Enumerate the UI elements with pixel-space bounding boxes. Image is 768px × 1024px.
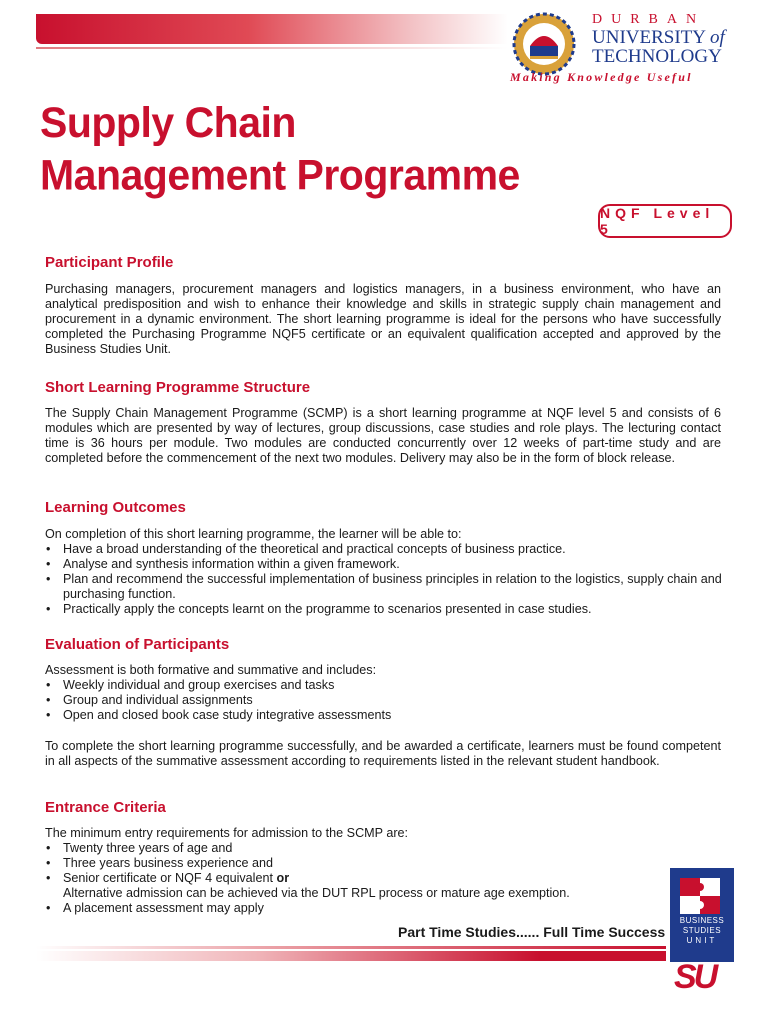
list-item: • Three years business experience and [45,856,725,871]
structure-heading: Short Learning Programme Structure [45,379,311,396]
structure-text: The Supply Chain Management Programme (SCMP) is a short learning programme at NQF level 5 and consists of 6 modules which are presented by way of lectures, group discussions, case studies and role plays. The lecturing contact time is 36 hours per module. Two modules are conducted concurrently over 12 weeks of part-time study and are completed before the commencement of the next two modules. Delivery may also be in the form of block release. [45,406,721,465]
entrance-criteria-intro: The minimum entry requirements for admission to the SCMP are: [45,826,409,840]
list-item: • Group and individual assignments [45,693,725,708]
bsu-line-2: STUDIES [682,926,722,935]
business-studies-unit-logo [670,868,734,996]
evaluation-intro: Assessment is both formative and summative and includes: [45,663,377,677]
puzzle-icon [680,878,720,914]
list-item: • Weekly individual and group exercises and tasks [45,678,725,693]
footer-slogan: Part Time Studies...... Full Time Success [398,924,666,940]
top-divider [36,47,508,49]
list-item-text: Senior certificate or NQF 4 equivalent [63,871,273,885]
entrance-criteria-heading: Entrance Criteria [45,799,166,816]
participant-profile-heading: Participant Profile [45,254,174,271]
evaluation-heading: Evaluation of Participants [45,636,230,653]
university-wordmark [592,28,725,66]
list-item-continuation: Alternative admission can be achieved via the DUT RPL process or mature age exemption. [63,886,570,900]
evaluation-closing: To complete the short learning programme successfully, and be awarded a certificate, learners must be found competent in all aspects of the summative assessment according to requirements listed in the relevant student handbook. [45,739,721,768]
list-item: • Open and closed book case study integrative assessments [45,708,725,723]
list-item [45,871,725,886]
list-item: • Plan and recommend the successful implementation of business principles in relation to the logistics, supply chain and purchasing function. [45,572,725,602]
title-line-1: Supply Chain [40,98,296,147]
learning-outcomes-intro: On completion of this short learning programme, the learner will be able to: [45,527,462,541]
participant-profile-text: Purchasing managers, procurement managers and logistics managers, in a business environment, who have an analytical predisposition and wish to enhance their knowledge and skills in strategic supply chain management and procurement in a dynamic environment. The short learning programme is ideal for the persons who have successfully completed the Purchasing Programme NQF5 certificate or an equivalent qualification accepted and approved by the Business Studies Unit. [45,282,721,356]
top-red-band [36,14,508,44]
durban-wordmark: DURBAN [592,12,706,27]
su-mark-text: SU [674,958,716,996]
list-item: • Practically apply the concepts learnt on the programme to scenarios presented in case studies. [45,602,725,617]
or-word: or [276,871,290,885]
nqf-level-badge: NQF Level 5 [598,204,732,238]
entrance-criteria-list [45,841,725,916]
university-emblem-icon [512,12,576,76]
bsu-line-3: UNIT [686,936,718,945]
list-item: • Have a broad understanding of the theoretical and practical concepts of business practice. [45,542,725,557]
of-word: of [710,27,725,48]
list-item: • A placement assessment may apply [45,901,725,916]
bottom-red-band [36,951,666,961]
bsu-line-1: BUSINESS [679,916,725,925]
learning-outcomes-heading: Learning Outcomes [45,499,186,516]
technology-word: TECHNOLOGY [592,46,722,67]
university-word: UNIVERSITY [592,27,706,48]
learning-outcomes-list [45,542,725,617]
page-title [40,96,520,201]
bottom-divider [36,946,666,949]
bsu-text [670,916,734,946]
list-item: • Analyse and synthesis information within a given framework. [45,557,725,572]
title-line-2: Management Programme [40,150,520,199]
evaluation-list [45,678,725,723]
university-tagline: Making Knowledge Useful [510,70,693,84]
list-item: • Twenty three years of age and [45,841,725,856]
su-mark [670,958,734,996]
dut-logo [508,8,740,88]
